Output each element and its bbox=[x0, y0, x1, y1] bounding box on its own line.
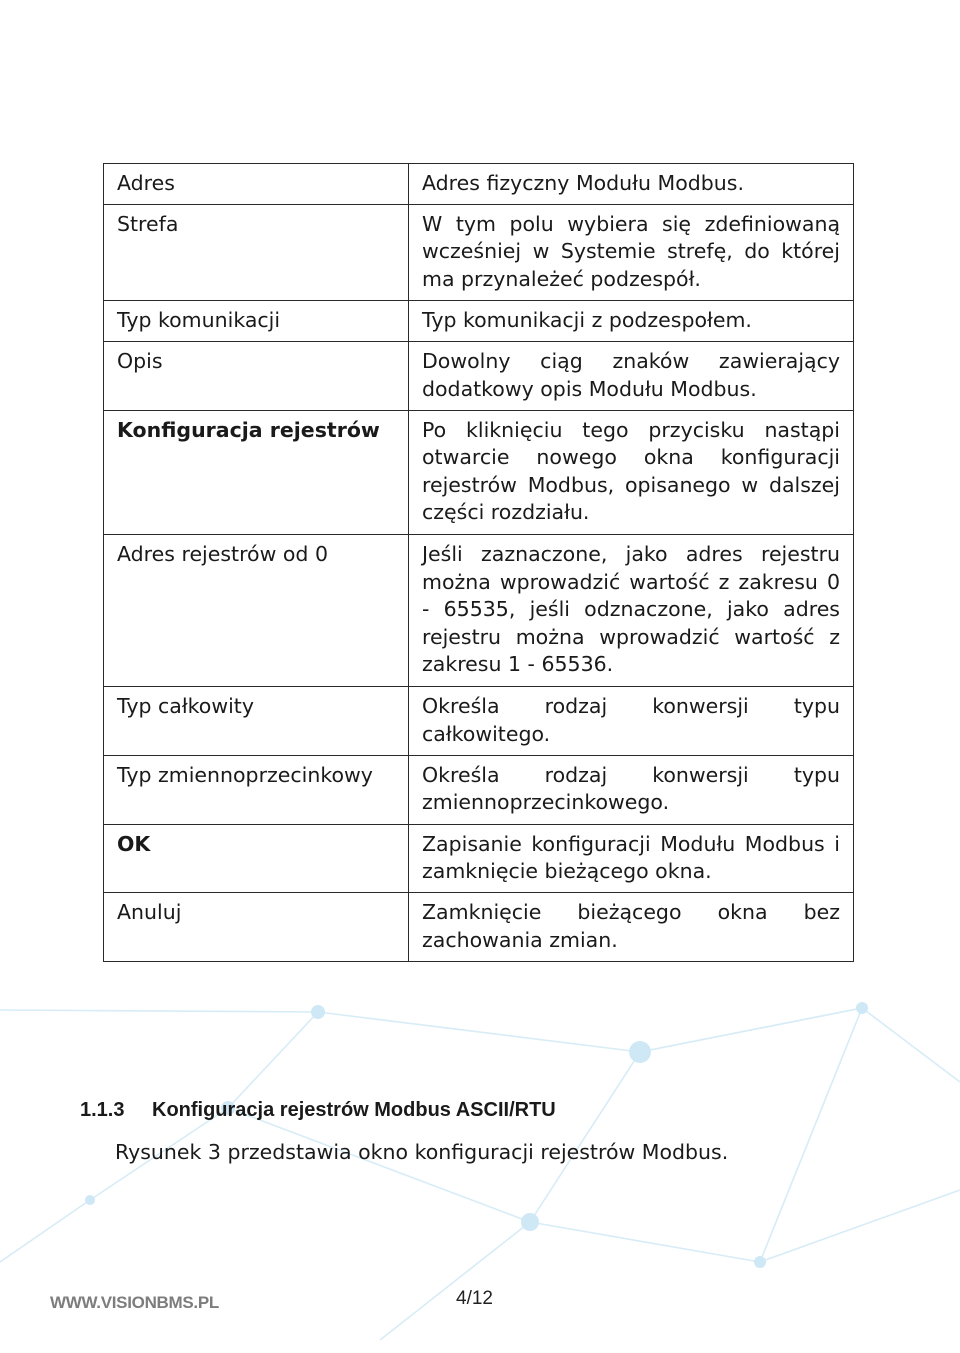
term-cell: Adres bbox=[104, 164, 409, 205]
parameter-table bbox=[103, 163, 854, 962]
description-cell: Określa rodzaj konwersji typu zmiennoprzecinkowego. bbox=[409, 755, 854, 824]
section-heading bbox=[80, 1099, 556, 1122]
description-cell: W tym polu wybiera się zdefiniowaną wcześniej w Systemie strefę, do której ma przynależeć podzespół. bbox=[409, 204, 854, 300]
description-cell: Zapisanie konfiguracji Modułu Modbus i zamknięcie bieżącego okna. bbox=[409, 824, 854, 893]
term-cell: Typ zmiennoprzecinkowy bbox=[104, 755, 409, 824]
section-number: 1.1.3 bbox=[80, 1099, 125, 1121]
term-cell: Konfiguracja rejestrów bbox=[104, 410, 409, 534]
page-number: 4/12 bbox=[456, 1288, 493, 1309]
description-cell: Typ komunikacji z podzespołem. bbox=[409, 301, 854, 342]
section-title: Konfiguracja rejestrów Modbus ASCII/RTU bbox=[152, 1099, 556, 1121]
description-cell: Określa rodzaj konwersji typu całkowitego. bbox=[409, 687, 854, 756]
table-row bbox=[104, 893, 854, 962]
table-row bbox=[104, 164, 854, 205]
table-row bbox=[104, 687, 854, 756]
term-cell: OK bbox=[104, 824, 409, 893]
term-cell: Typ całkowity bbox=[104, 687, 409, 756]
description-cell: Adres fizyczny Modułu Modbus. bbox=[409, 164, 854, 205]
term-cell: Adres rejestrów od 0 bbox=[104, 535, 409, 687]
term-cell: Opis bbox=[104, 342, 409, 411]
term-cell: Strefa bbox=[104, 204, 409, 300]
description-cell: Po kliknięciu tego przycisku nastąpi otwarcie nowego okna konfiguracji rejestrów Modbus, opisanego w dalszej części rozdziału. bbox=[409, 410, 854, 534]
table-row bbox=[104, 410, 854, 534]
term-cell: Typ komunikacji bbox=[104, 301, 409, 342]
table-row bbox=[104, 204, 854, 300]
table-row bbox=[104, 824, 854, 893]
description-cell: Jeśli zaznaczone, jako adres rejestru można wprowadzić wartość z zakresu 0 - 65535, jeśli odznaczone, jako adres rejestru można wprowadzić wartość z zakresu 1 - 65536. bbox=[409, 535, 854, 687]
table-row bbox=[104, 755, 854, 824]
term-cell: Anuluj bbox=[104, 893, 409, 962]
description-cell: Dowolny ciąg znaków zawierający dodatkowy opis Modułu Modbus. bbox=[409, 342, 854, 411]
description-cell: Zamknięcie bieżącego okna bez zachowania zmian. bbox=[409, 893, 854, 962]
table-row bbox=[104, 342, 854, 411]
section-body-text: Rysunek 3 przedstawia okno konfiguracji rejestrów Modbus. bbox=[115, 1140, 729, 1164]
table-row bbox=[104, 301, 854, 342]
footer-brand-logo: WWW.VISIONBMS.PL bbox=[50, 1293, 219, 1312]
table-row bbox=[104, 535, 854, 687]
